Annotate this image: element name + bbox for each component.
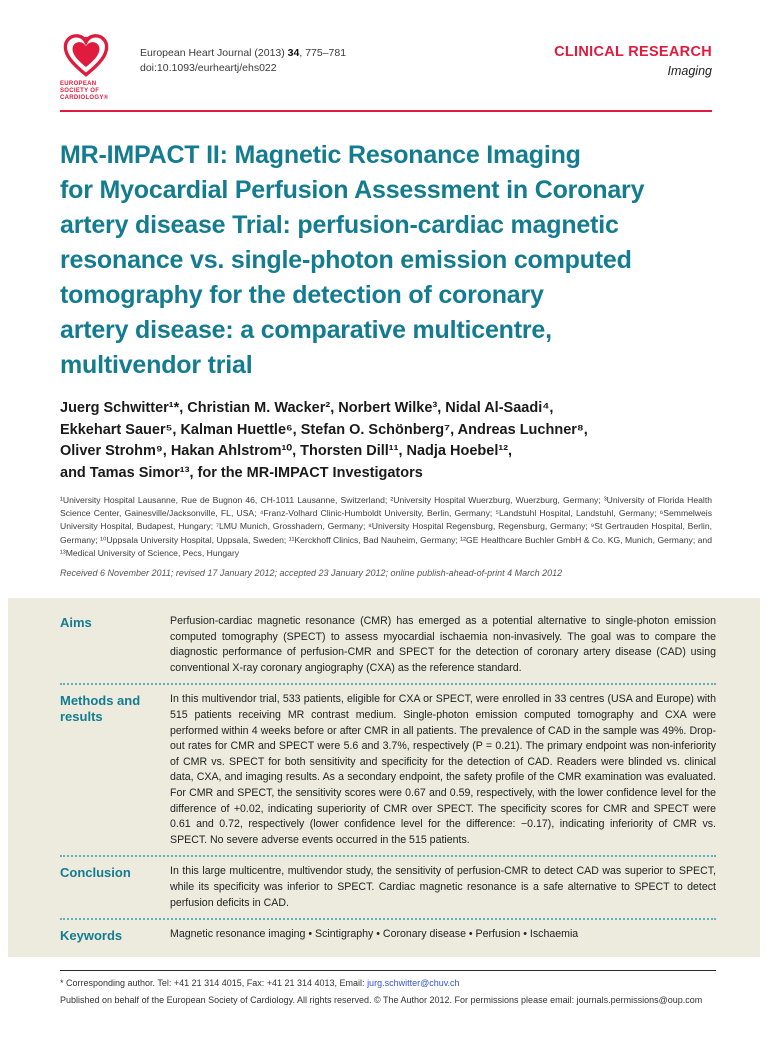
article-category-block	[554, 34, 712, 78]
article-subcategory: Imaging	[667, 64, 712, 78]
section-text-methods: In this multivendor trial, 533 patients, eligible for CXA or SPECT, were enrolled in 33 centres (USA and Europe) with 515 patients receiving MR contrast medium. Single-photon emission computed tomography and CXA were performed within 4 weeks before or after CMR in all patients. The prevalence of CAD in the sample was 49%. Drop-out rates for CMR and SPECT were 5.6 and 3.7%, respectively (P = 0.21). The primary endpoint was non-inferiority of CMR vs. SPECT for both sensitivity and specificity for the detection of CAD. Readers were blinded vs. clinical data, CXA, and imaging results. As a secondary endpoint, the safety profile of the CMR examination was evaluated. For CMR and SPECT, the sensitivity scores were 0.67 and 0.59, respectively, with the lower confidence level for the difference of +0.02, indicating superiority of CMR over SPECT. The specificity scores for CMR and SPECT were 0.61 and 0.72, respectively (lower confidence level for the difference: −0.17), indicating inferiority of CMR vs. SPECT. No severe adverse events occurred in the 515 patients.	[170, 693, 716, 846]
section-label-keywords: Keywords	[60, 928, 123, 944]
esc-logo-text-line: SOCIETY OF	[60, 88, 100, 94]
title-line: artery disease Trial: perfusion-cardiac magnetic	[60, 211, 619, 239]
section-divider	[60, 683, 716, 685]
affiliations: ¹University Hospital Lausanne, Rue de Bugnon 46, CH-1011 Lausanne, Switzerland; ²University Hospital Wuerzburg, Wuerzburg, Germany; ³University of Florida Health Science Center, Gainesville/Jacksonville, FL, USA; ⁴Franz-Volhard Clinic-Humboldt University, Berlin, Germany; ⁵Landstuhl Hospital, Landstuhl, Germany; ⁶Semmelweis University Hospital, Budapest, Hungary; ⁷LMU Munich, Grosshadern, Germany; ⁸University Hospital Regensburg, Regensburg, Germany; ⁹St Gertrauden Hospital, Berlin, Germany; ¹⁰Uppsala University Hospital, Uppsala, Sweden; ¹¹Kerckhoff Clinics, Bad Nauheim, Germany; ¹²GE Healthcare Buchler GmbH & Co. KG, Munich, Germany; and ¹³Medical University of Science, Pecs, Hungary	[60, 495, 712, 558]
title-line: for Myocardial Perfusion Assessment in Coronary	[60, 176, 645, 204]
doi: doi:10.1093/eurheartj/ehs022	[140, 62, 277, 74]
section-label-aims: Aims	[60, 615, 92, 631]
copyright-note: Published on behalf of the European Society of Cardiology. All rights reserved. © The Author 2012. For permissions please email: journals.permissions@oup.com	[60, 995, 703, 1006]
section-label-methods: Methods and results	[60, 693, 141, 725]
section-text-aims: Perfusion-cardiac magnetic resonance (CMR) has emerged as a potential alternative to single-photon emission computed tomography (SPECT) to assess myocardial ischaemia non-invasively. The goal was to compare the diagnostic performance of perfusion-CMR and SPECT for the detection of coronary artery disease (CAD) using conventional X-ray coronary angiography (CXA) as the reference standard.	[170, 615, 716, 674]
journal-header	[0, 34, 768, 102]
abstract-section-aims	[60, 614, 716, 676]
title-line: MR-IMPACT II: Magnetic Resonance Imaging	[60, 141, 581, 169]
journal-volume: 34	[287, 47, 300, 59]
section-text-conclusion: In this large multicentre, multivendor study, the sensitivity of perfusion-CMR to detect CAD was superior to SPECT, while its specificity was inferior to SPECT. Cardiac magnetic resonance is a safe alternative to SPECT to detect perfusion deficits in CAD.	[170, 865, 716, 909]
received-dates: Received 6 November 2011; revised 17 January 2012; accepted 23 January 2012; online publish-ahead-of-print 4 March 2012	[60, 568, 563, 579]
section-text-keywords: Magnetic resonance imaging • Scintigraphy • Coronary disease • Perfusion • Ischaemia	[170, 928, 579, 941]
section-divider	[60, 918, 716, 920]
citation-line	[140, 46, 346, 61]
article-title	[0, 138, 768, 383]
title-line: resonance vs. single-photon emission computed	[60, 246, 632, 274]
title-line: artery disease: a comparative multicentre,	[60, 316, 552, 344]
journal-pages: , 775–781	[299, 47, 347, 59]
abstract-section-conclusion	[60, 864, 716, 911]
abstract-section-keywords	[60, 927, 716, 944]
corresponding-author-note	[60, 978, 712, 988]
author-list	[0, 398, 768, 484]
section-label-conclusion: Conclusion	[60, 865, 131, 881]
abstract-box	[8, 598, 760, 957]
section-divider	[60, 855, 716, 857]
author-line: Oliver Strohm⁹, Hakan Ahlstrom¹⁰, Thorsten Dill¹¹, Nadja Hoebel¹²,	[60, 443, 513, 459]
title-line: multivendor trial	[60, 351, 253, 379]
esc-logo-text-line: CARDIOLOGY®	[60, 95, 109, 101]
author-line: Ekkehart Sauer⁵, Kalman Huettle⁶, Stefan O. Schönberg⁷, Andreas Luchner⁸,	[60, 421, 588, 438]
journal-citation	[140, 34, 346, 76]
abstract-section-methods	[60, 692, 716, 848]
journal-name: European Heart Journal (2013)	[140, 47, 288, 59]
email-link[interactable]: jurg.schwitter@chuv.ch	[367, 978, 460, 989]
esc-heart-icon	[62, 34, 110, 78]
author-line: Juerg Schwitter¹*, Christian M. Wacker², Norbert Wilke³, Nidal Al-Saadi⁴,	[60, 400, 554, 416]
esc-logo-text	[60, 81, 124, 102]
header-rule	[60, 110, 712, 112]
article-category: CLINICAL RESEARCH	[554, 44, 712, 60]
author-line: and Tamas Simor¹³, for the MR-IMPACT Investigators	[60, 464, 423, 481]
esc-logo-text-line: EUROPEAN	[60, 81, 97, 87]
esc-logo	[60, 34, 124, 102]
title-line: tomography for the detection of coronary	[60, 281, 544, 309]
corresponding-author-text: * Corresponding author. Tel: +41 21 314 4015, Fax: +41 21 314 4013, Email:	[60, 978, 368, 989]
footnote-rule	[60, 970, 716, 971]
